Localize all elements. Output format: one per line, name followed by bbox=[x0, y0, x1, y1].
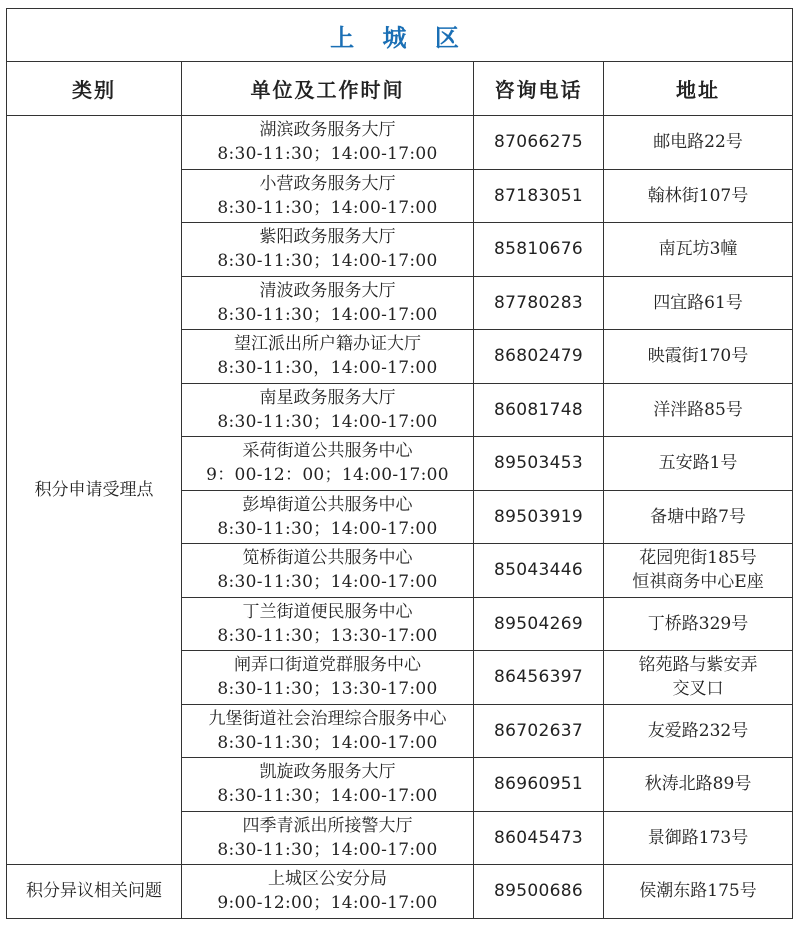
unit-name: 丁兰街道便民服务中心 bbox=[242, 601, 413, 622]
address-cell bbox=[604, 383, 793, 437]
unit-cell bbox=[182, 704, 474, 758]
unit-cell bbox=[182, 758, 474, 812]
address-cell bbox=[604, 651, 793, 705]
unit-name: 望江派出所户籍办证大厅 bbox=[234, 334, 421, 355]
unit-cell bbox=[182, 865, 474, 919]
working-hours: 8:30-11:30；13:30-17:00 bbox=[217, 625, 438, 646]
working-hours: 8:30-11:30；14:00-17:00 bbox=[217, 411, 438, 432]
phone-cell: 86960951 bbox=[474, 758, 604, 812]
unit-cell bbox=[182, 490, 474, 544]
address-cell bbox=[604, 437, 793, 491]
address-line: 备塘中路7号 bbox=[650, 506, 746, 527]
phone-cell: 89503453 bbox=[474, 437, 604, 491]
table-row bbox=[7, 116, 793, 170]
unit-cell bbox=[182, 544, 474, 598]
unit-name: 南星政务服务大厅 bbox=[259, 387, 396, 408]
phone-cell: 87183051 bbox=[474, 169, 604, 223]
working-hours: 8:30-11:30；13:30-17:00 bbox=[217, 679, 438, 700]
unit-cell bbox=[182, 597, 474, 651]
unit-name: 彭埠街道公共服务中心 bbox=[242, 494, 413, 515]
unit-name: 采荷街道公共服务中心 bbox=[242, 441, 413, 462]
address-line: 景御路173号 bbox=[647, 827, 749, 848]
phone-cell: 89503919 bbox=[474, 490, 604, 544]
title-row bbox=[7, 9, 793, 62]
address-line: 友爱路232号 bbox=[647, 720, 749, 741]
address-cell bbox=[604, 597, 793, 651]
phone-cell: 86045473 bbox=[474, 811, 604, 865]
working-hours: 8:30-11:30；14:00-17:00 bbox=[217, 144, 438, 165]
unit-name: 湖滨政务服务大厅 bbox=[259, 120, 396, 141]
address-line: 秋涛北路89号 bbox=[644, 774, 752, 795]
unit-name: 四季青派出所接警大厅 bbox=[242, 815, 413, 836]
unit-name: 上城区公安分局 bbox=[268, 869, 387, 890]
address-line: 恒祺商务中心E座 bbox=[632, 572, 764, 593]
unit-cell bbox=[182, 169, 474, 223]
unit-name: 清波政务服务大厅 bbox=[259, 280, 396, 301]
address-line: 南瓦坊3幢 bbox=[658, 239, 738, 260]
table-body bbox=[7, 116, 793, 919]
working-hours: 8:30-11:30；14:00-17:00 bbox=[217, 518, 438, 539]
working-hours: 8:30-11:30；14:00-17:00 bbox=[217, 304, 438, 325]
unit-name: 凯旋政务服务大厅 bbox=[259, 762, 396, 783]
category-cell: 积分申请受理点 bbox=[7, 116, 182, 865]
unit-cell bbox=[182, 383, 474, 437]
header-phone: 咨询电话 bbox=[474, 62, 604, 116]
phone-cell: 89504269 bbox=[474, 597, 604, 651]
district-title: 上 城 区 bbox=[7, 9, 793, 62]
unit-cell bbox=[182, 811, 474, 865]
working-hours: 9：00-12：00；14:00-17:00 bbox=[206, 465, 449, 486]
phone-cell: 86802479 bbox=[474, 330, 604, 384]
address-cell bbox=[604, 169, 793, 223]
category-cell: 积分异议相关问题 bbox=[7, 865, 182, 919]
working-hours: 8:30-11:30；14:00-17:00 bbox=[217, 732, 438, 753]
phone-cell: 86456397 bbox=[474, 651, 604, 705]
phone-cell: 86081748 bbox=[474, 383, 604, 437]
address-cell bbox=[604, 276, 793, 330]
unit-name: 九堡街道社会治理综合服务中心 bbox=[208, 708, 447, 729]
phone-cell: 85810676 bbox=[474, 223, 604, 277]
header-row bbox=[7, 62, 793, 116]
phone-cell: 89500686 bbox=[474, 865, 604, 919]
phone-cell: 86702637 bbox=[474, 704, 604, 758]
working-hours: 8:30-11:30；14:00-17:00 bbox=[217, 786, 438, 807]
unit-cell bbox=[182, 116, 474, 170]
address-line: 侯潮东路175号 bbox=[639, 881, 757, 902]
unit-cell bbox=[182, 223, 474, 277]
address-cell bbox=[604, 544, 793, 598]
address-cell bbox=[604, 223, 793, 277]
working-hours: 8:30-11:30；14:00-17:00 bbox=[217, 572, 438, 593]
header-category: 类别 bbox=[7, 62, 182, 116]
address-cell bbox=[604, 758, 793, 812]
address-cell bbox=[604, 490, 793, 544]
address-cell bbox=[604, 811, 793, 865]
address-cell bbox=[604, 330, 793, 384]
phone-cell: 85043446 bbox=[474, 544, 604, 598]
header-unit: 单位及工作时间 bbox=[182, 62, 474, 116]
working-hours: 9:00-12:00；14:00-17:00 bbox=[217, 893, 438, 914]
address-cell bbox=[604, 116, 793, 170]
address-line: 交叉口 bbox=[672, 679, 724, 700]
address-line: 五安路1号 bbox=[658, 453, 738, 474]
working-hours: 8:30-11:30，14:00-17:00 bbox=[217, 358, 438, 379]
phone-cell: 87066275 bbox=[474, 116, 604, 170]
unit-cell bbox=[182, 276, 474, 330]
unit-name: 笕桥街道公共服务中心 bbox=[242, 548, 413, 569]
unit-cell bbox=[182, 651, 474, 705]
address-line: 花园兜街185号 bbox=[639, 548, 757, 569]
unit-name: 闸弄口街道党群服务中心 bbox=[234, 655, 421, 676]
address-cell bbox=[604, 865, 793, 919]
working-hours: 8:30-11:30；14:00-17:00 bbox=[217, 197, 438, 218]
working-hours: 8:30-11:30；14:00-17:00 bbox=[217, 839, 438, 860]
info-table bbox=[6, 8, 793, 919]
unit-cell bbox=[182, 437, 474, 491]
address-line: 翰林街107号 bbox=[647, 185, 749, 206]
working-hours: 8:30-11:30；14:00-17:00 bbox=[217, 251, 438, 272]
address-line: 铭苑路与紫安弄 bbox=[638, 655, 758, 676]
address-line: 映霞街170号 bbox=[647, 346, 749, 367]
unit-name: 小营政务服务大厅 bbox=[259, 173, 396, 194]
unit-name: 紫阳政务服务大厅 bbox=[259, 227, 396, 248]
unit-cell bbox=[182, 330, 474, 384]
address-line: 四宜路61号 bbox=[653, 292, 743, 313]
phone-cell: 87780283 bbox=[474, 276, 604, 330]
address-line: 洋泮路85号 bbox=[653, 399, 743, 420]
table-row bbox=[7, 865, 793, 919]
address-line: 邮电路22号 bbox=[653, 132, 743, 153]
header-address: 地址 bbox=[604, 62, 793, 116]
address-cell bbox=[604, 704, 793, 758]
address-line: 丁桥路329号 bbox=[647, 613, 749, 634]
